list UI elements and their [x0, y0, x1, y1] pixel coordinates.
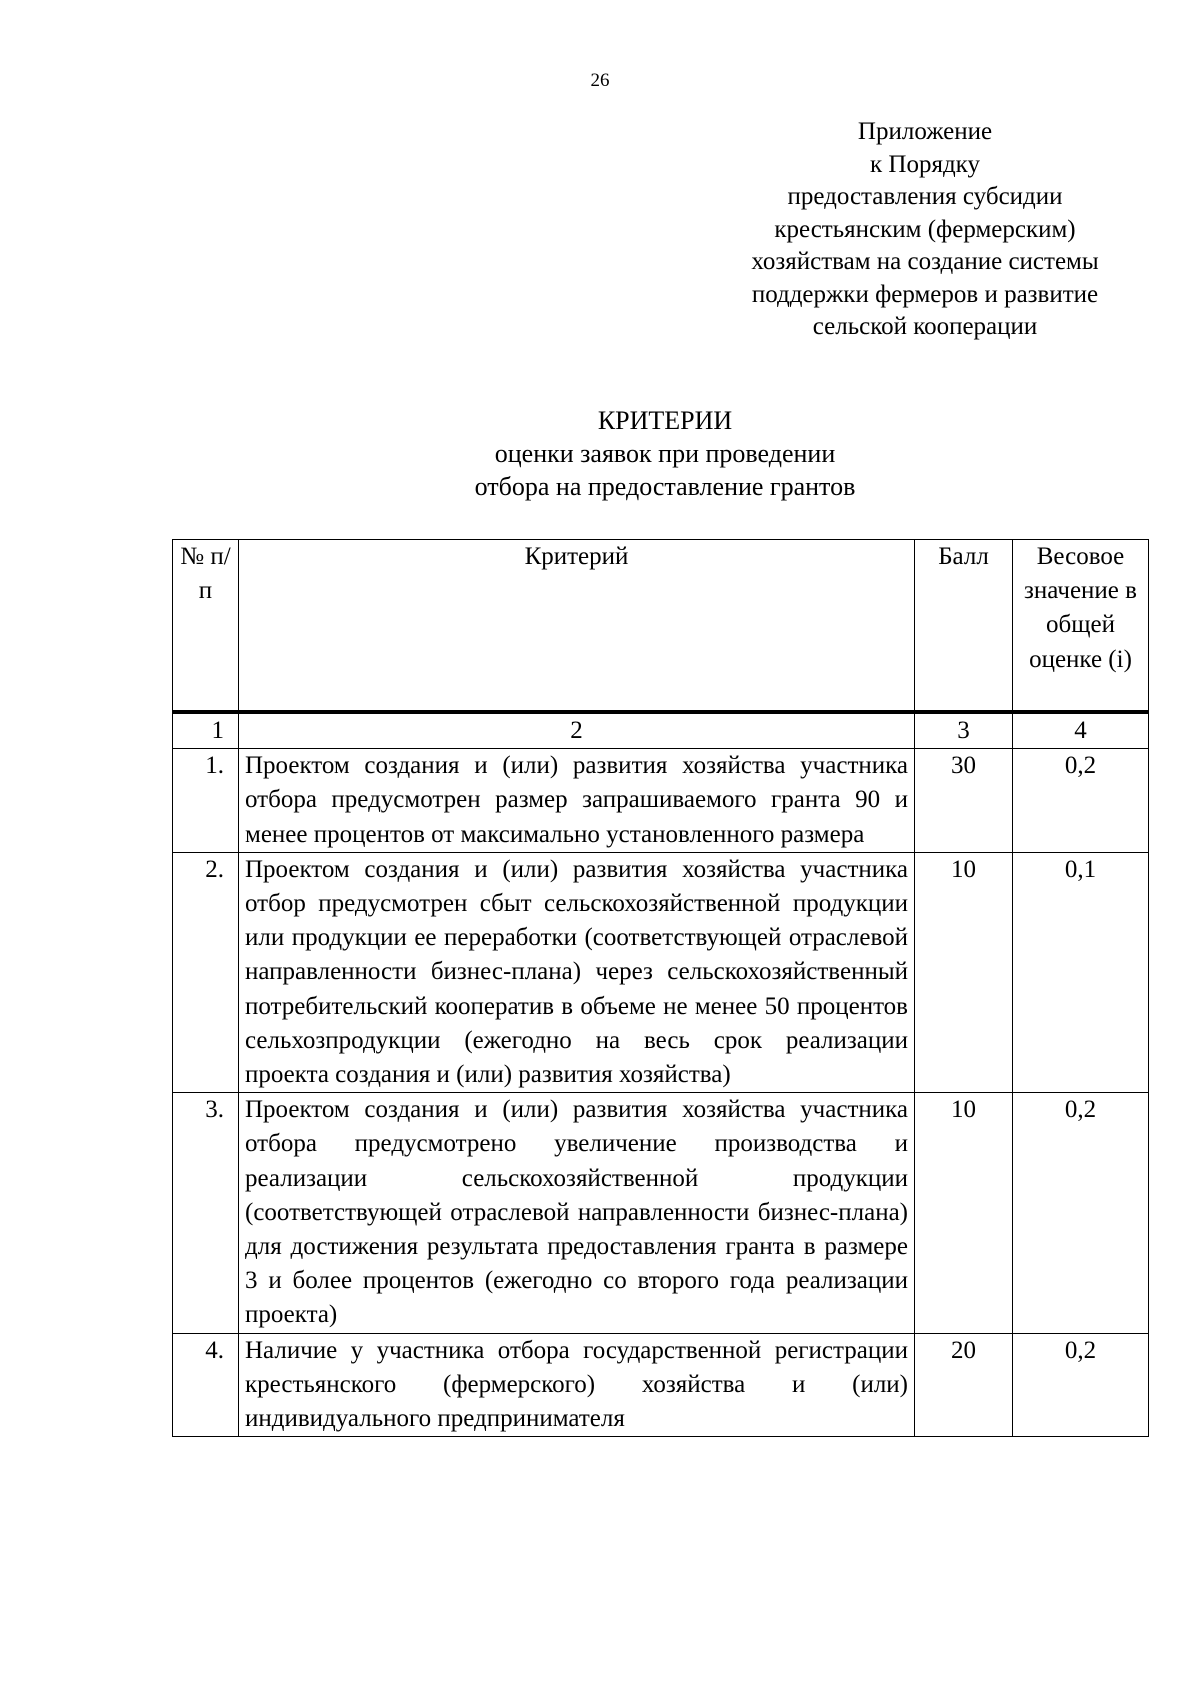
- document-title: [0, 404, 1200, 503]
- header-weight: Весовое значение в общей оценке (i): [1013, 540, 1149, 713]
- header-num: № п/п: [173, 540, 239, 713]
- header-criterion: Критерий: [239, 540, 915, 713]
- index-cell: 1: [173, 712, 239, 749]
- appendix-line: Приложение: [857, 118, 993, 145]
- table-row: [173, 852, 1149, 1092]
- row-score: 30: [915, 749, 1013, 853]
- title-subtitle-line: отбора на предоставление грантов: [474, 472, 856, 501]
- index-cell: 3: [915, 712, 1013, 749]
- title-heading: КРИТЕРИИ: [597, 406, 733, 435]
- header-score: Балл: [915, 540, 1013, 713]
- row-num: 1.: [173, 749, 239, 853]
- row-num: 2.: [173, 852, 239, 1092]
- row-score: 20: [915, 1333, 1013, 1437]
- title-subtitle-line: оценки заявок при проведении: [494, 439, 836, 468]
- appendix-line: крестьянским (фермерским): [774, 215, 1076, 243]
- criteria-table: [172, 539, 1149, 1437]
- page-number: 26: [590, 70, 610, 91]
- table-row: [173, 749, 1149, 853]
- row-criterion: Проектом создания и (или) развития хозяйства участника отбора предусмотрено увеличение производства и реализации сельскохозяйственной продукции (соответствующей отраслевой направленности бизнес-плана) для достижения результата предоставления гранта в размере 3 и более процентов (ежегодно со второго года реализации проекта): [239, 1093, 915, 1333]
- row-weight: 0,2: [1013, 1093, 1149, 1333]
- appendix-line: сельской кооперации: [812, 313, 1038, 340]
- row-score: 10: [915, 852, 1013, 1092]
- row-weight: 0,2: [1013, 1333, 1149, 1437]
- appendix-block: [690, 116, 1160, 344]
- column-index-row: [173, 712, 1149, 749]
- row-weight: 0,2: [1013, 749, 1149, 853]
- appendix-line: к Порядку: [870, 150, 980, 178]
- index-cell: 4: [1013, 712, 1149, 749]
- row-criterion: Проектом создания и (или) развития хозяйства участника отбор предусмотрен сбыт сельскохозяйственной продукции или продукции ее переработки (соответствующей отраслевой направленности бизнес-плана) через сельскохозяйственный потребительский кооператив в объеме не менее 50 процентов сельхозпродукции (ежегодно на весь срок реализации проекта создания и (или) развития хозяйства): [239, 852, 915, 1092]
- row-weight: 0,1: [1013, 852, 1149, 1092]
- appendix-line: хозяйствам на создание системы: [751, 248, 1099, 275]
- table-row: [173, 1333, 1149, 1437]
- row-criterion: Проектом создания и (или) развития хозяйства участника отбора предусмотрен размер запрашиваемого гранта 90 и менее процентов от максимально установленного размера: [239, 749, 915, 853]
- table-row: [173, 1093, 1149, 1333]
- index-cell: 2: [239, 712, 915, 749]
- row-num: 4.: [173, 1333, 239, 1437]
- appendix-line: поддержки фермеров и развитие: [751, 280, 1099, 308]
- table-header-row: [173, 540, 1149, 713]
- row-score: 10: [915, 1093, 1013, 1333]
- row-num: 3.: [173, 1093, 239, 1333]
- appendix-line: предоставления субсидии: [787, 183, 1063, 210]
- row-criterion: Наличие у участника отбора государственной регистрации крестьянского (фермерского) хозяйства и (или) индивидуального предпринимателя: [239, 1333, 915, 1437]
